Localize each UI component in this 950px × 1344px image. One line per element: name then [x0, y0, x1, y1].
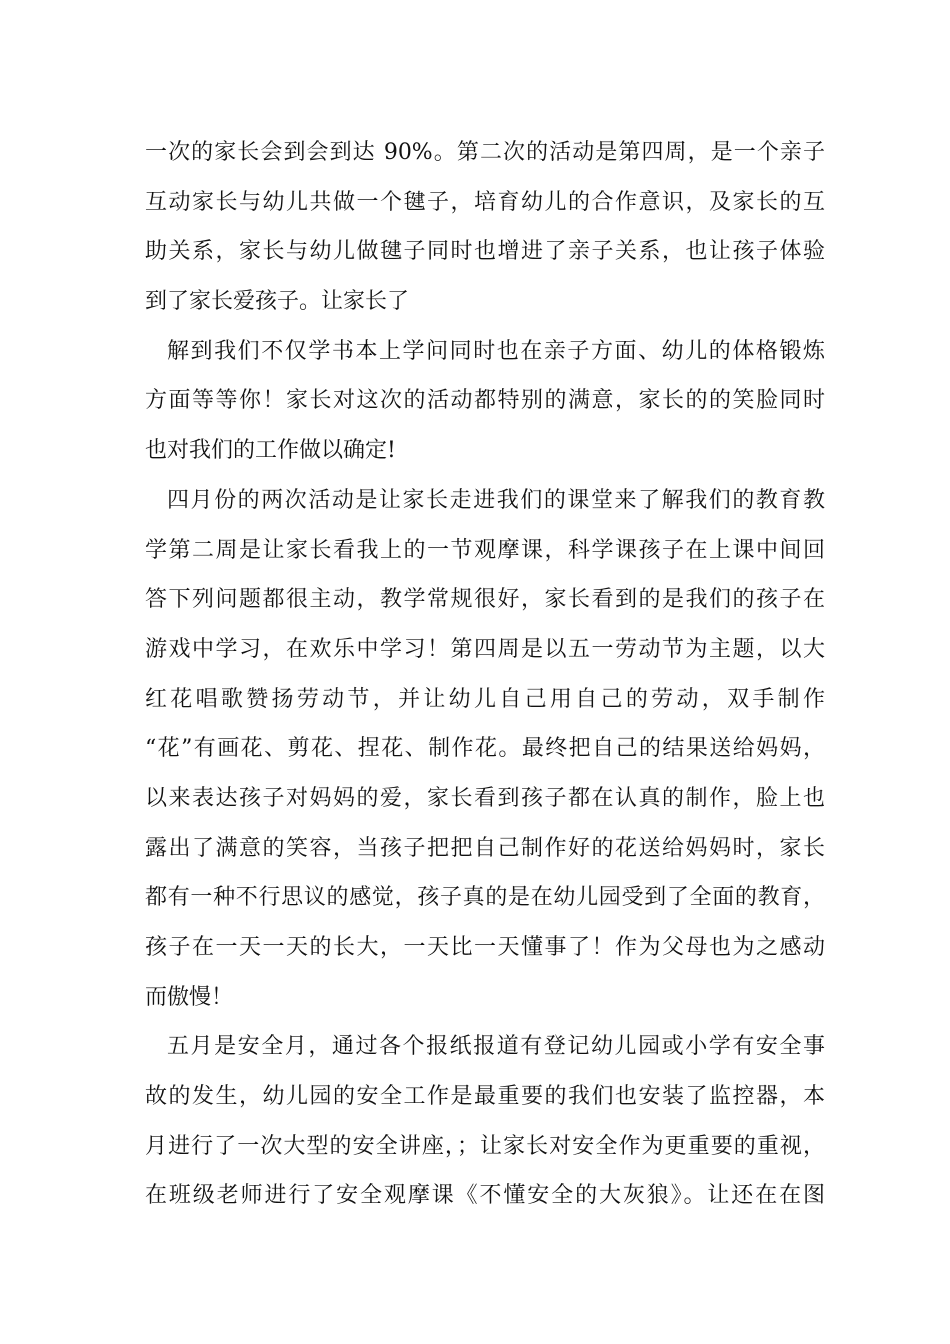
text-line: 方面等等你！家长对这次的活动都特别的满意，家长的的笑脸同时 [145, 388, 825, 414]
text-line: 学第二周是让家长看我上的一节观摩课，科学课孩子在上课中间回 [145, 537, 825, 563]
text-line: 五月是安全月，通过各个报纸报道有登记幼儿园或小学有安全事 [167, 1034, 825, 1060]
text-line: 也对我们的工作做以确定! [145, 438, 396, 464]
paragraph-4 [145, 1022, 825, 1221]
paragraph-2 [145, 327, 825, 476]
text-line: 以来表达孩子对妈妈的爱，家长看到孩子都在认真的制作，脸上也 [145, 785, 825, 811]
text-line: 答下列问题都很主动，教学常规很好，家长看到的是我们的孩子在 [145, 587, 825, 613]
text-line: 都有一种不行思议的感觉，孩子真的是在幼儿园受到了全面的教育， [145, 885, 825, 911]
text-line: 解到我们不仅学书本上学问同时也在亲子方面、幼儿的体格锻炼 [167, 338, 825, 364]
text-line: 助关系，家长与幼儿做毽子同时也增进了亲子关系，也让孩子体验 [145, 239, 825, 265]
paragraph-3 [145, 476, 825, 1023]
text-line: 孩子在一天一天的长大，一天比一天懂事了！作为父母也为之感动 [145, 935, 825, 960]
text-line: 红花唱歌赞扬劳动节，并让幼儿自己用自己的劳动，双手制作 [145, 686, 825, 712]
text-line: 在班级老师进行了安全观摩课《不懂安全的大灰狼》。让还在在图 [145, 1183, 825, 1209]
text-line: 露出了满意的笑容，当孩子把把自己制作好的花送给妈妈时，家长 [145, 835, 825, 861]
text-line: 游戏中学习，在欢乐中学习！第四周是以五一劳动节为主题，以大 [145, 636, 825, 662]
text-line: 一次的家长会到会到达 90%。第二次的活动是第四周，是一个亲子 [145, 140, 825, 165]
document-body [145, 128, 825, 1221]
text-line: 到了家长爱孩子。让家长了 [145, 289, 410, 315]
paragraph-1 [145, 128, 825, 327]
text-line: 而傲慢！ [145, 984, 234, 1010]
text-line: “花”有画花、剪花、捏花、制作花。最终把自己的结果送给妈妈， [145, 736, 825, 762]
text-line: 四月份的两次活动是让家长走进我们的课堂来了解我们的教育教 [167, 487, 825, 513]
text-line: 故的发生，幼儿园的安全工作是最重要的我们也安装了监控器，本 [145, 1084, 825, 1110]
text-line: 月进行了一次大型的安全讲座，；让家长对安全作为更重要的重视， [145, 1133, 825, 1159]
text-line: 互动家长与幼儿共做一个毽子，培育幼儿的合作意识，及家长的互 [145, 189, 825, 215]
